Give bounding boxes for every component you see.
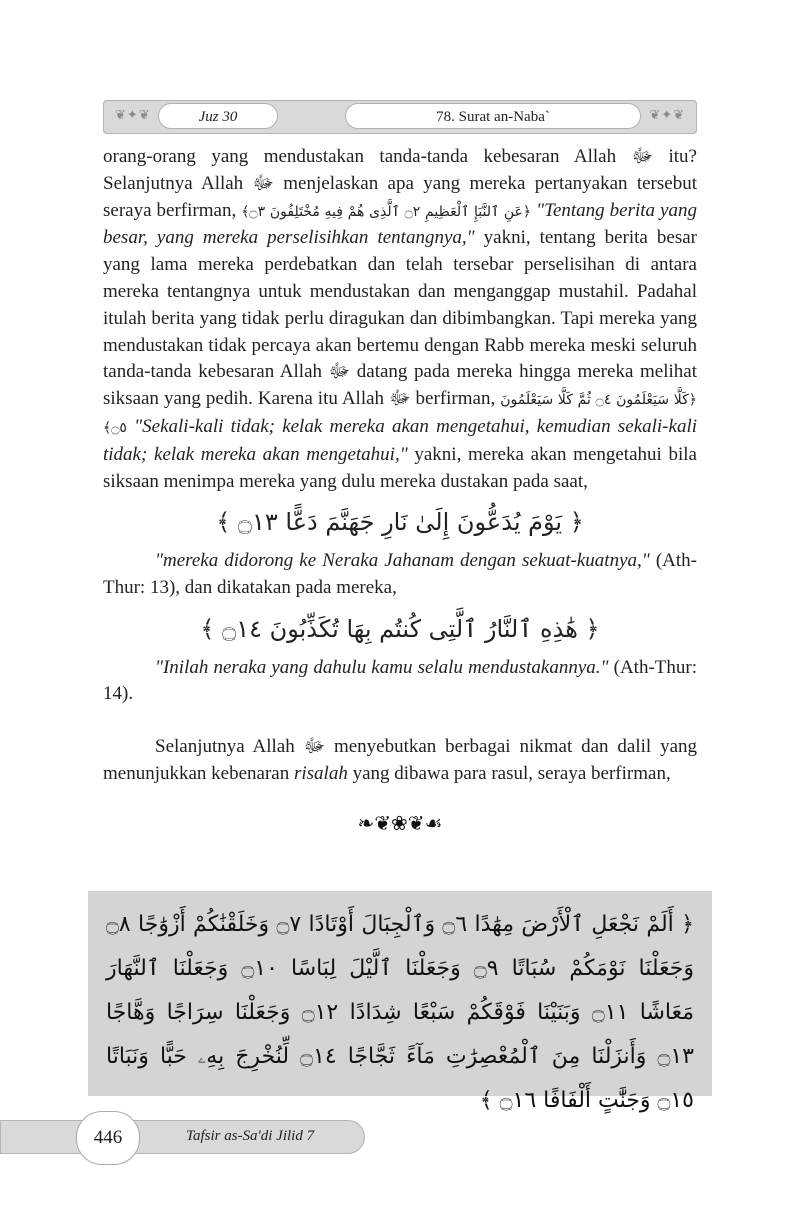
ayah-at-thur-14: ﴿ هَٰذِهِ ٱلنَّارُ ٱلَّتِى كُنتُم بِهَا تُكَذِّبُونَ ۝١٤ ﴾ [200, 614, 600, 643]
ayah-at-thur-13: ﴿ يَوْمَ يُدَعُّونَ إِلَىٰ نَارِ جَهَنَّمَ دَعًّا ۝١٣ ﴾ [216, 508, 584, 537]
surah-title: 78. Surat an-Naba` [345, 103, 641, 129]
paragraph-4: Selanjutnya Allah ﷻ menyebutkan berbagai nikmat dan dalil yang menunjukkan kebenaran risalah yang dibawa para rasul, seraya berfirman, [103, 736, 697, 784]
arabic-inline-1: ﴿عَنِ ٱلنَّبَإِ ٱلْعَظِيمِ ۝٢ ٱلَّذِى هُمْ فِيهِ مُخْتَلِفُونَ ۝٣﴾ [241, 203, 532, 220]
page-number: 446 [76, 1111, 140, 1165]
page-body [103, 144, 697, 855]
juz-label: Juz 30 [158, 103, 278, 129]
quran-verses-block: ﴿ أَلَمْ نَجْعَلِ ٱلْأَرْضَ مِهَٰدًا ۝٦ وَٱلْجِبَالَ أَوْتَادًا ۝٧ وَخَلَقْنَٰكُمْ أَزْوَٰجًا ۝٨ وَجَعَلْنَا نَوْمَكُمْ سُبَاتًا ۝٩ وَجَعَلْنَا ٱلَّيْلَ لِبَاسًا ۝١٠ وَجَعَلْنَا ٱلنَّهَارَ مَعَاشًا ۝١١ وَبَنَيْنَا فَوْقَكُمْ سَبْعًا شِدَادًا ۝١٢ وَجَعَلْنَا سِرَاجًا وَهَّاجًا ۝١٣ وَأَنزَلْنَا مِنَ ٱلْمُعْصِرَٰتِ مَآءً ثَجَّاجًا ۝١٤ لِّنُخْرِجَ بِهِۦ حَبًّا وَنَبَاتًا ۝١٥ وَجَنَّٰتٍ أَلْفَافًا ۝١٦ ﴾ [88, 891, 712, 1096]
header-ornament-right: ❦✦❦ [649, 108, 685, 123]
ornament-divider: ❧❦❀❦☙ [357, 810, 443, 835]
book-title: Tafsir as-Sa'di Jilid 7 [186, 1128, 315, 1144]
arabic-inline-2: ﴿كَلَّا سَيَعْلَمُونَ ۝٤ ثُمَّ كَلَّا سَيَعْلَمُونَ ۝٥﴾ [103, 392, 697, 436]
running-header [103, 100, 697, 134]
paragraph-2: "mereka didorong ke Neraka Jahanam dengan sekuat-kuatnya," (Ath-Thur: 13), dan dikatakan pada mereka, [103, 550, 697, 598]
paragraph-3: "Inilah neraka yang dahulu kamu selalu mendustakannya." (Ath-Thur: 14). [103, 656, 698, 705]
header-ornament-left: ❦✦❦ [115, 108, 151, 123]
paragraph-1: orang-orang yang mendustakan tanda-tanda kebesaran Allah ﷻ itu? Selanjutnya Allah ﷻ menjelaskan apa yang mereka pertanyakan tersebut seraya berfirman, ﴿عَنِ ٱلنَّبَإِ ٱلْعَظِيمِ ۝٢ ٱلَّذِى هُمْ فِيهِ مُخْتَلِفُونَ ۝٣﴾ "Tentang berita yang besar, yang mereka perselisihkan tentangnya," yakni, tentang berita besar yang lama mereka perdebatkan dan telah tersebar perselisihan di antara mereka tentangnya untuk mendustakan dan menganggap mustahil. Padahal itulah berita yang tidak perlu diragukan dan dibimbangkan. Tapi mereka yang mendustakan tidak percaya akan bertemu dengan Rabb mereka meski seluruh tanda-tanda kebesaran Allah ﷻ datang pada mereka hingga mereka melihat siksaan yang pedih. Karena itu Allah ﷻ berfirman, ﴿كَلَّا سَيَعْلَمُونَ ۝٤ ثُمَّ كَلَّا سَيَعْلَمُونَ ۝٥﴾ "Sekali-kali tidak; kelak mereka akan mengetahui, kemudian sekali-kali tidak; kelak mereka akan mengetahui," yakni, mereka akan mengetahui bila siksaan menimpa mereka yang dulu mereka dustakan pada saat, [103, 146, 698, 492]
